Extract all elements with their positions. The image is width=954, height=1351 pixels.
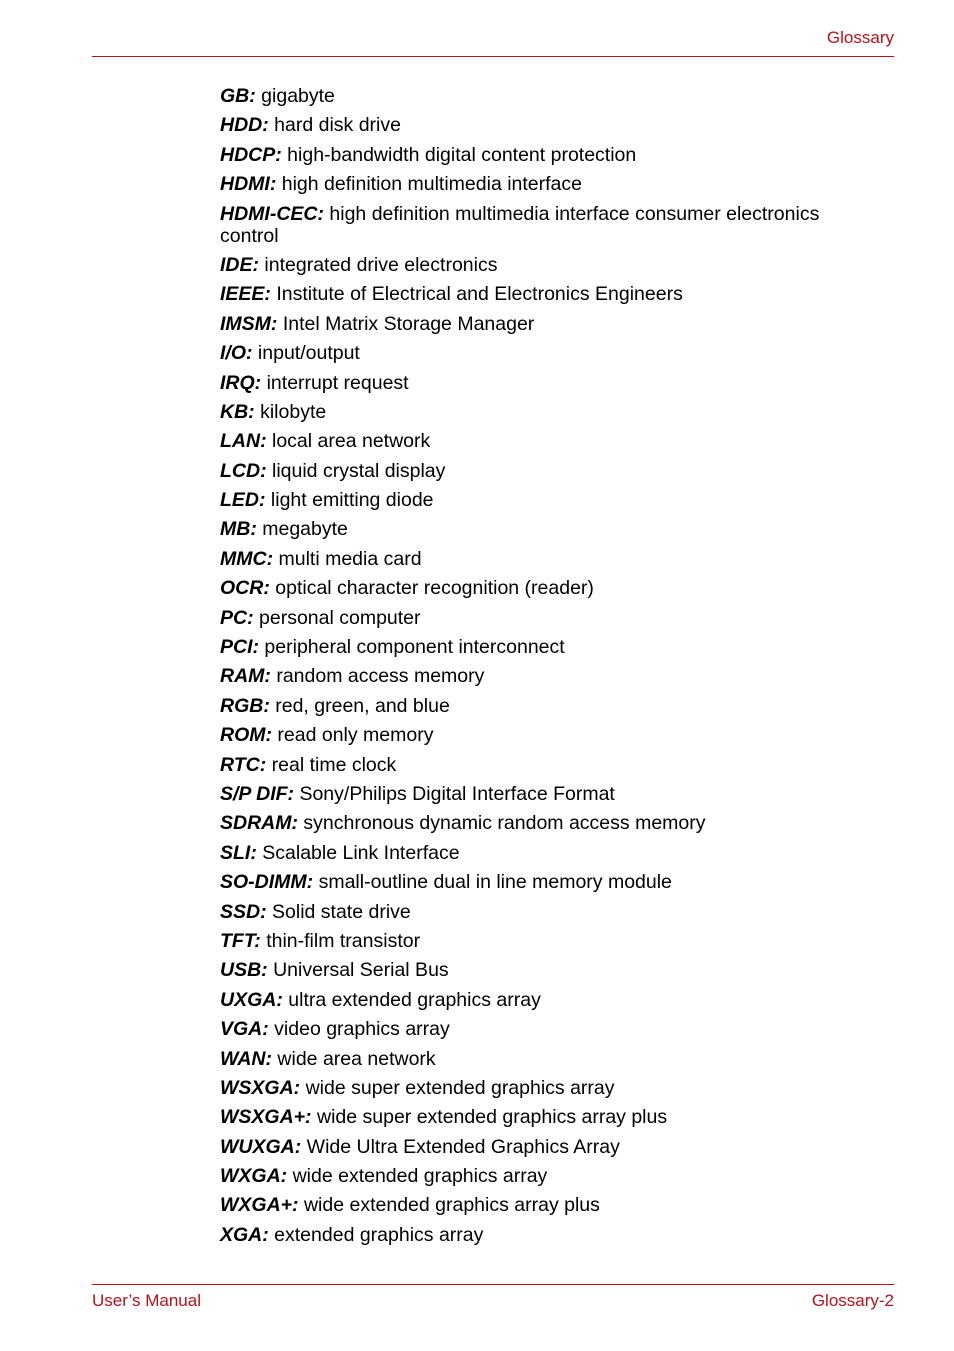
glossary-definition: read only memory: [277, 724, 434, 747]
glossary-entry: [220, 871, 860, 893]
glossary-entry: [220, 342, 860, 364]
glossary-entry: [220, 754, 860, 776]
glossary-term: SO-DIMM:: [220, 871, 314, 894]
glossary-definition: hard disk drive: [274, 114, 401, 137]
glossary-definition: thin-film transistor: [266, 929, 421, 952]
glossary-term: SDRAM:: [220, 812, 298, 835]
glossary-term: KB:: [220, 400, 255, 423]
glossary-entry: [220, 812, 860, 834]
glossary-definition: multi media card: [278, 547, 422, 570]
glossary-term: XGA:: [220, 1223, 269, 1246]
glossary-term: IDE:: [220, 253, 259, 276]
glossary-definition: wide area network: [277, 1047, 436, 1070]
glossary-term: WUXGA:: [220, 1135, 302, 1158]
glossary-definition: optical character recognition (reader): [275, 577, 594, 600]
footer-page-number: Glossary-2: [811, 1291, 894, 1310]
glossary-entry: [220, 959, 860, 981]
glossary-entry: [220, 203, 860, 247]
glossary-term: IEEE:: [220, 283, 271, 306]
glossary-entry: [220, 577, 860, 599]
glossary-entry: [220, 1165, 860, 1187]
glossary-term: OCR:: [220, 577, 270, 600]
glossary-term: TFT:: [220, 929, 261, 952]
glossary-definition: Universal Serial Bus: [273, 959, 449, 982]
glossary-entry: [220, 173, 860, 195]
glossary-entry: [220, 842, 860, 864]
glossary-entry: [220, 1018, 860, 1040]
glossary-entry: [220, 724, 860, 746]
glossary-term: PC:: [220, 606, 254, 629]
glossary-definition: Solid state drive: [272, 900, 411, 923]
glossary-definition: Scalable Link Interface: [262, 841, 460, 864]
glossary-entry: [220, 901, 860, 923]
glossary-term: IRQ:: [220, 371, 262, 394]
glossary-term: IMSM:: [220, 312, 278, 335]
glossary-definition: Institute of Electrical and Electronics Engineers: [276, 283, 683, 306]
glossary-term: LCD:: [220, 459, 267, 482]
glossary-term: VGA:: [220, 1018, 269, 1041]
glossary-definition: interrupt request: [266, 371, 409, 394]
glossary-entry: [220, 783, 860, 805]
glossary-term: SLI:: [220, 841, 257, 864]
glossary-definition: wide extended graphics array plus: [303, 1194, 600, 1217]
glossary-term: HDD:: [220, 114, 269, 137]
glossary-definition: high-bandwidth digital content protection: [287, 143, 637, 166]
glossary-term: RGB:: [220, 694, 270, 717]
glossary-entry: [220, 401, 860, 423]
glossary-term: HDCP:: [220, 143, 282, 166]
glossary-term: I/O:: [220, 342, 253, 365]
glossary-term: RAM:: [220, 665, 271, 688]
glossary-definition: input/output: [257, 342, 360, 365]
glossary-term: PCI:: [220, 636, 259, 659]
glossary-entry: [220, 548, 860, 570]
glossary-definition: small-outline dual in line memory module: [318, 871, 672, 894]
glossary-definition: wide extended graphics array: [292, 1165, 548, 1188]
glossary-term: HDMI-CEC:: [220, 202, 324, 225]
glossary-entry: [220, 1077, 860, 1099]
glossary-entry: [220, 1224, 860, 1246]
glossary-definition: local area network: [272, 430, 431, 453]
glossary-term: HDMI:: [220, 173, 277, 196]
glossary-entry: [220, 489, 860, 511]
glossary-term: USB:: [220, 959, 268, 982]
glossary-entry: [220, 144, 860, 166]
glossary-list: [220, 85, 860, 1253]
page-header-title: Glossary: [826, 28, 894, 47]
glossary-entry: [220, 313, 860, 335]
glossary-term: WSXGA+:: [220, 1106, 312, 1129]
glossary-definition: synchronous dynamic random access memory: [303, 812, 706, 835]
glossary-term: SSD:: [220, 900, 267, 923]
glossary-term: LED:: [220, 489, 266, 512]
glossary-entry: [220, 372, 860, 394]
glossary-term: LAN:: [220, 430, 267, 453]
glossary-entry: [220, 1136, 860, 1158]
footer-manual-title: User’s Manual: [92, 1291, 201, 1310]
glossary-definition: Wide Ultra Extended Graphics Array: [306, 1135, 620, 1158]
glossary-definition: liquid crystal display: [272, 459, 446, 482]
glossary-entry: [220, 283, 860, 305]
glossary-entry: [220, 430, 860, 452]
glossary-definition: wide super extended graphics array plus: [316, 1106, 668, 1129]
glossary-term: S/P DIF:: [220, 782, 295, 805]
glossary-definition: peripheral component interconnect: [264, 636, 565, 659]
glossary-entry: [220, 695, 860, 717]
glossary-definition: megabyte: [262, 518, 348, 541]
glossary-term: WXGA+:: [220, 1194, 299, 1217]
glossary-entry: [220, 460, 860, 482]
glossary-term: MB:: [220, 518, 257, 541]
glossary-definition: high definition multimedia interface: [281, 173, 583, 196]
glossary-entry: [220, 665, 860, 687]
glossary-entry: [220, 930, 860, 952]
glossary-definition: Sony/Philips Digital Interface Format: [299, 782, 615, 805]
glossary-definition: Intel Matrix Storage Manager: [282, 312, 535, 335]
glossary-term: WSXGA:: [220, 1076, 301, 1099]
glossary-entry: [220, 1048, 860, 1070]
glossary-entry: [220, 1106, 860, 1128]
glossary-entry: [220, 989, 860, 1011]
glossary-term: UXGA:: [220, 988, 283, 1011]
glossary-definition: ultra extended graphics array: [288, 988, 541, 1011]
glossary-definition: random access memory: [276, 665, 485, 688]
glossary-entry: [220, 254, 860, 276]
glossary-entry: [220, 636, 860, 658]
glossary-entry: [220, 85, 860, 107]
glossary-definition: red, green, and blue: [275, 694, 450, 717]
glossary-definition: light emitting diode: [270, 489, 434, 512]
glossary-term: RTC:: [220, 753, 267, 776]
glossary-definition: extended graphics array: [274, 1223, 484, 1246]
glossary-definition: integrated drive electronics: [264, 253, 498, 276]
glossary-entry: [220, 114, 860, 136]
glossary-entry: [220, 607, 860, 629]
glossary-term: GB:: [220, 85, 256, 107]
glossary-definition: video graphics array: [274, 1018, 450, 1041]
glossary-definition: real time clock: [271, 753, 397, 776]
glossary-definition: high definition multimedia interface consumer electronics control: [220, 202, 820, 247]
glossary-term: ROM:: [220, 724, 272, 747]
glossary-definition: kilobyte: [260, 400, 327, 423]
glossary-term: WAN:: [220, 1047, 272, 1070]
glossary-entry: [220, 1194, 860, 1216]
glossary-term: MMC:: [220, 547, 274, 570]
glossary-definition: wide super extended graphics array: [305, 1076, 615, 1099]
footer-divider: [92, 1284, 894, 1285]
glossary-definition: gigabyte: [261, 85, 335, 107]
glossary-entry: [220, 518, 860, 540]
glossary-term: WXGA:: [220, 1165, 288, 1188]
header-divider: [92, 56, 894, 57]
glossary-definition: personal computer: [259, 606, 421, 629]
